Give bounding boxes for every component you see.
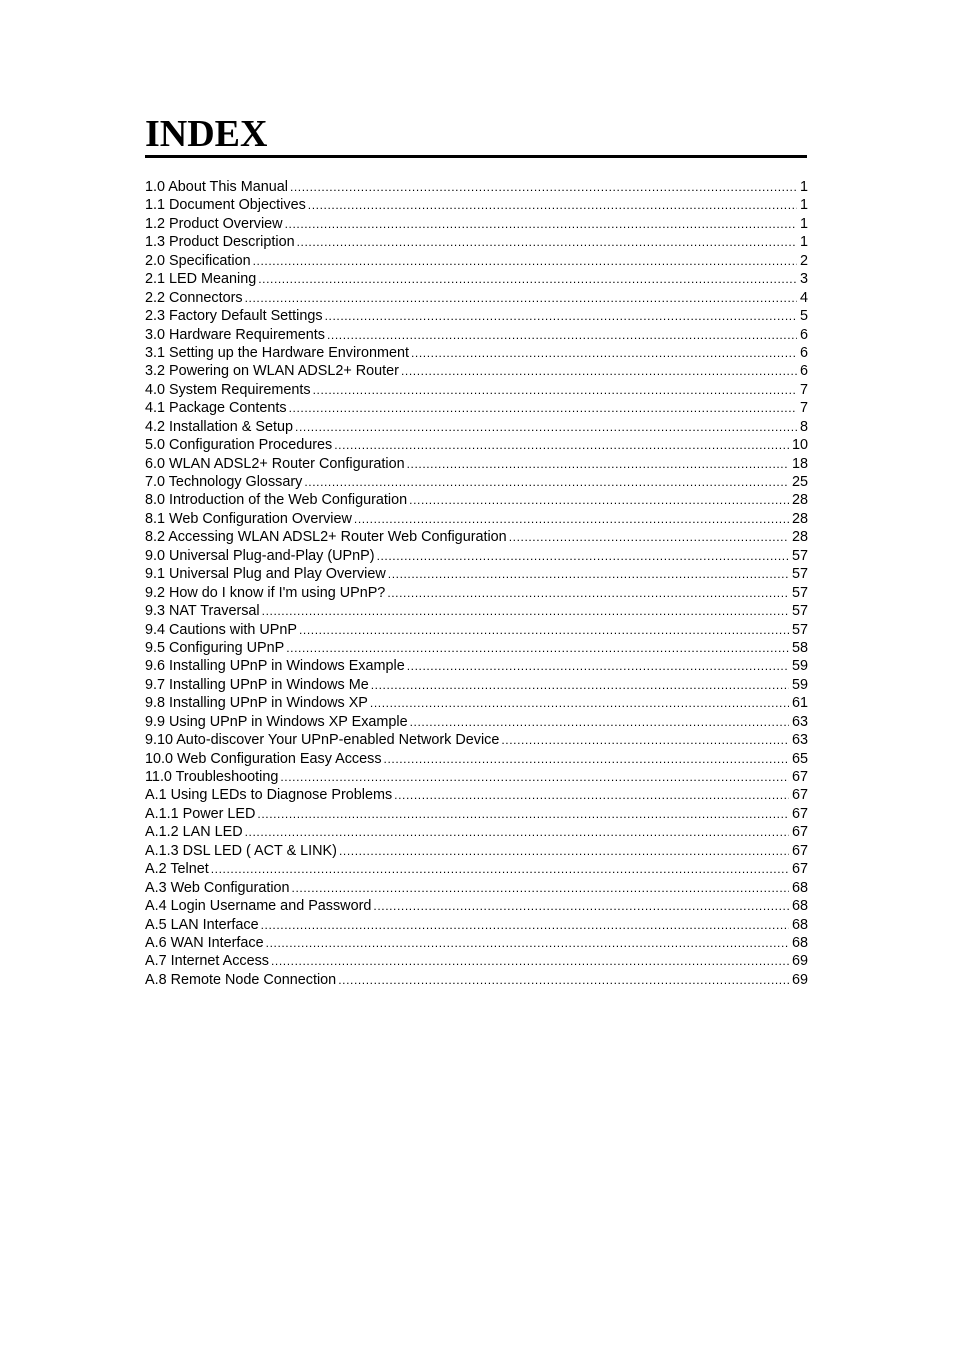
toc-entry-page-number: 63 <box>791 732 808 749</box>
toc-entry-label: 8.1 Web Configuration Overview <box>145 510 352 527</box>
toc-entry-label: 8.2 Accessing WLAN ADSL2+ Router Web Configuration <box>145 529 507 546</box>
toc-entry[interactable] <box>145 326 808 344</box>
toc-entry-label: 1.3 Product Description <box>145 234 295 251</box>
toc-dot-leader <box>262 602 789 620</box>
toc-dot-leader <box>313 381 797 399</box>
toc-dot-leader <box>501 731 789 749</box>
toc-entry[interactable] <box>145 307 808 325</box>
toc-entry[interactable] <box>145 215 808 233</box>
toc-entry-page-number: 1 <box>799 215 808 232</box>
toc-dot-leader <box>299 621 789 639</box>
toc-entry[interactable] <box>145 473 808 491</box>
toc-entry[interactable] <box>145 971 808 989</box>
toc-entry-page-number: 6 <box>799 326 808 343</box>
toc-entry[interactable] <box>145 860 808 878</box>
toc-entry-label: 3.0 Hardware Requirements <box>145 326 325 343</box>
toc-entry-page-number: 58 <box>791 639 808 656</box>
toc-entry-label: 9.4 Cautions with UPnP <box>145 621 297 638</box>
toc-dot-leader <box>266 934 789 952</box>
toc-dot-leader <box>280 768 789 786</box>
toc-dot-leader <box>211 860 789 878</box>
toc-entry-page-number: 3 <box>799 271 808 288</box>
toc-entry[interactable] <box>145 178 808 196</box>
toc-dot-leader <box>257 805 789 823</box>
toc-entry-page-number: 59 <box>791 676 808 693</box>
toc-dot-leader <box>304 473 789 491</box>
toc-entry[interactable] <box>145 344 808 362</box>
toc-entry[interactable] <box>145 491 808 509</box>
toc-entry-label: 6.0 WLAN ADSL2+ Router Configuration <box>145 455 405 472</box>
toc-entry-page-number: 7 <box>799 381 808 398</box>
toc-dot-leader <box>339 842 789 860</box>
toc-entry-page-number: 61 <box>791 695 808 712</box>
toc-entry[interactable] <box>145 694 808 712</box>
toc-entry-page-number: 5 <box>799 308 808 325</box>
toc-entry-page-number: 10 <box>791 437 808 454</box>
toc-dot-leader <box>509 528 789 546</box>
toc-entry-page-number: 67 <box>791 842 808 859</box>
toc-entry-label: A.1.3 DSL LED ( ACT & LINK) <box>145 842 337 859</box>
toc-entry[interactable] <box>145 289 808 307</box>
toc-entry-label: 9.8 Installing UPnP in Windows XP <box>145 695 368 712</box>
toc-entry[interactable] <box>145 455 808 473</box>
toc-entry[interactable] <box>145 768 808 786</box>
toc-entry[interactable] <box>145 823 808 841</box>
toc-dot-leader <box>334 436 789 454</box>
index-page <box>145 112 808 989</box>
toc-entry-label: 9.5 Configuring UPnP <box>145 639 285 656</box>
toc-entry[interactable] <box>145 270 808 288</box>
toc-entry-label: 1.0 About This Manual <box>145 179 288 195</box>
toc-entry[interactable] <box>145 621 808 639</box>
toc-entry-label: 9.7 Installing UPnP in Windows Me <box>145 676 369 693</box>
toc-dot-leader <box>384 750 789 768</box>
page-title: INDEX <box>145 113 268 155</box>
toc-entry[interactable] <box>145 196 808 214</box>
toc-entry-page-number: 69 <box>791 971 808 988</box>
toc-dot-leader <box>409 491 789 509</box>
toc-entry-label: A.1 Using LEDs to Diagnose Problems <box>145 787 393 804</box>
toc-entry-page-number: 7 <box>799 400 808 417</box>
toc-entry-label: A.3 Web Configuration <box>145 879 290 896</box>
toc-entry-label: 11.0 Troubleshooting <box>145 769 279 785</box>
toc-dot-leader <box>407 657 789 675</box>
toc-dot-leader <box>289 399 797 417</box>
toc-entry[interactable] <box>145 750 808 768</box>
toc-entry-page-number: 67 <box>791 824 808 841</box>
toc-entry[interactable] <box>145 842 808 860</box>
toc-entry-label: 9.9 Using UPnP in Windows XP Example <box>145 713 408 730</box>
toc-entry[interactable] <box>145 713 808 731</box>
toc-dot-leader <box>295 418 797 436</box>
toc-entry-label: 4.0 System Requirements <box>145 381 311 398</box>
toc-entry[interactable] <box>145 916 808 934</box>
toc-entry-page-number: 28 <box>791 492 808 509</box>
toc-entry-label: A.6 WAN Interface <box>145 934 264 951</box>
toc-entry-label: A.5 LAN Interface <box>145 916 259 933</box>
toc-entry-page-number: 18 <box>791 455 808 472</box>
toc-entry-label: 4.1 Package Contents <box>145 400 287 417</box>
toc-entry-page-number: 57 <box>791 547 808 564</box>
toc-entry-page-number: 6 <box>799 344 808 361</box>
toc-dot-leader <box>258 270 797 288</box>
toc-entry[interactable] <box>145 399 808 417</box>
toc-entry-page-number: 57 <box>791 621 808 638</box>
toc-dot-leader <box>407 455 789 473</box>
toc-entry-page-number: 1 <box>799 179 808 195</box>
toc-entry[interactable] <box>145 786 808 804</box>
toc-entry[interactable] <box>145 602 808 620</box>
toc-entry-label: 3.1 Setting up the Hardware Environment <box>145 344 409 361</box>
toc-entry-page-number: 1 <box>799 234 808 251</box>
toc-entry-page-number: 69 <box>791 953 808 970</box>
toc-dot-leader <box>410 713 789 731</box>
toc-dot-leader <box>297 233 797 251</box>
toc-dot-leader <box>290 178 797 196</box>
toc-entry-label: 1.2 Product Overview <box>145 215 283 232</box>
toc-entry[interactable] <box>145 436 808 454</box>
toc-dot-leader <box>286 639 789 657</box>
toc-entry[interactable] <box>145 879 808 897</box>
toc-entry-label: 10.0 Web Configuration Easy Access <box>145 750 382 767</box>
toc-dot-leader <box>387 584 789 602</box>
toc-entry-page-number: 65 <box>791 750 808 767</box>
toc-entry-page-number: 28 <box>791 510 808 527</box>
toc-entry-label: 9.0 Universal Plug-and-Play (UPnP) <box>145 547 375 564</box>
toc-dot-leader <box>394 786 789 804</box>
toc-entry-page-number: 28 <box>791 529 808 546</box>
toc-dot-leader <box>354 510 789 528</box>
toc-entry[interactable] <box>145 252 808 270</box>
toc-dot-leader <box>388 565 789 583</box>
toc-entry[interactable] <box>145 952 808 970</box>
toc-entry-label: A.8 Remote Node Connection <box>145 971 337 988</box>
toc-entry-page-number: 1 <box>799 197 808 214</box>
toc-dot-leader <box>271 952 789 970</box>
toc-dot-leader <box>327 326 797 344</box>
toc-entry-page-number: 2 <box>799 252 808 269</box>
toc-dot-leader <box>370 694 789 712</box>
toc-entry[interactable] <box>145 362 808 380</box>
toc-entry-page-number: 67 <box>791 787 808 804</box>
toc-entry[interactable] <box>145 584 808 602</box>
toc-entry[interactable] <box>145 805 808 823</box>
toc-dot-leader <box>308 196 797 214</box>
toc-entry-page-number: 67 <box>791 769 808 785</box>
toc-entry-label: 2.3 Factory Default Settings <box>145 308 323 325</box>
toc-entry[interactable] <box>145 528 808 546</box>
toc-entry-label: 9.2 How do I know if I'm using UPnP? <box>145 584 386 601</box>
toc-entry[interactable] <box>145 897 808 915</box>
toc-entry-label: 9.6 Installing UPnP in Windows Example <box>145 658 405 675</box>
toc-dot-leader <box>245 823 789 841</box>
toc-entry-label: 9.3 NAT Traversal <box>145 603 260 620</box>
toc-entry-page-number: 57 <box>791 584 808 601</box>
toc-entry-label: 1.1 Document Objectives <box>145 197 306 214</box>
toc-entry-page-number: 25 <box>791 474 808 490</box>
toc-entry[interactable] <box>145 381 808 399</box>
toc-dot-leader <box>253 252 797 270</box>
toc-entry-page-number: 59 <box>791 658 808 675</box>
toc-entry-page-number: 68 <box>791 916 808 933</box>
toc-entry-page-number: 67 <box>791 861 808 878</box>
toc-entry[interactable] <box>145 934 808 952</box>
toc-entry-page-number: 57 <box>791 566 808 583</box>
toc-entry-label: 9.1 Universal Plug and Play Overview <box>145 566 386 583</box>
toc-entry-label: 4.2 Installation & Setup <box>145 418 294 435</box>
toc-entry[interactable] <box>145 418 808 436</box>
toc-entry-label: 2.1 LED Meaning <box>145 271 257 288</box>
toc-entry-label: 2.2 Connectors <box>145 289 243 306</box>
toc-entry-page-number: 8 <box>799 418 808 435</box>
toc-entry-label: A.1.2 LAN LED <box>145 824 243 841</box>
toc-entry-page-number: 68 <box>791 879 808 896</box>
toc-entry-label: A.7 Internet Access <box>145 953 269 970</box>
toc-dot-leader <box>411 344 797 362</box>
toc-entry[interactable] <box>145 639 808 657</box>
toc-dot-leader <box>371 676 789 694</box>
toc-entry-label: 3.2 Powering on WLAN ADSL2+ Router <box>145 363 399 380</box>
toc-entry-page-number: 63 <box>791 713 808 730</box>
toc-entry[interactable] <box>145 547 808 565</box>
toc-entry-page-number: 67 <box>791 805 808 822</box>
toc-entry[interactable] <box>145 565 808 583</box>
toc-entry[interactable] <box>145 676 808 694</box>
toc-entry[interactable] <box>145 657 808 675</box>
toc-entry-label: 7.0 Technology Glossary <box>145 474 303 490</box>
toc-entry-label: A.2 Telnet <box>145 861 209 878</box>
toc-entry-label: 9.10 Auto-discover Your UPnP-enabled Network Device <box>145 732 500 749</box>
toc-entry-page-number: 57 <box>791 603 808 620</box>
toc-entry[interactable] <box>145 233 808 251</box>
toc-dot-leader <box>292 879 789 897</box>
toc-entry[interactable] <box>145 731 808 749</box>
toc-entry-label: A.4 Login Username and Password <box>145 898 372 915</box>
toc-entry-label: A.1.1 Power LED <box>145 805 256 822</box>
toc-entry-page-number: 68 <box>791 934 808 951</box>
toc-entry[interactable] <box>145 510 808 528</box>
toc-dot-leader <box>401 362 797 380</box>
toc-entry-page-number: 68 <box>791 898 808 915</box>
toc-dot-leader <box>285 215 797 233</box>
toc-entry-label: 8.0 Introduction of the Web Configuration <box>145 492 408 509</box>
toc-dot-leader <box>338 971 789 989</box>
toc-dot-leader <box>373 897 789 915</box>
toc-dot-leader <box>245 289 797 307</box>
toc-dot-leader <box>377 547 789 565</box>
toc-dot-leader <box>325 307 797 325</box>
toc-dot-leader <box>261 916 789 934</box>
toc-entry-page-number: 6 <box>799 363 808 380</box>
toc-entry-page-number: 4 <box>799 289 808 306</box>
toc-entry-label: 2.0 Specification <box>145 252 251 269</box>
table-of-contents <box>145 178 808 989</box>
toc-entry-label: 5.0 Configuration Procedures <box>145 437 333 454</box>
